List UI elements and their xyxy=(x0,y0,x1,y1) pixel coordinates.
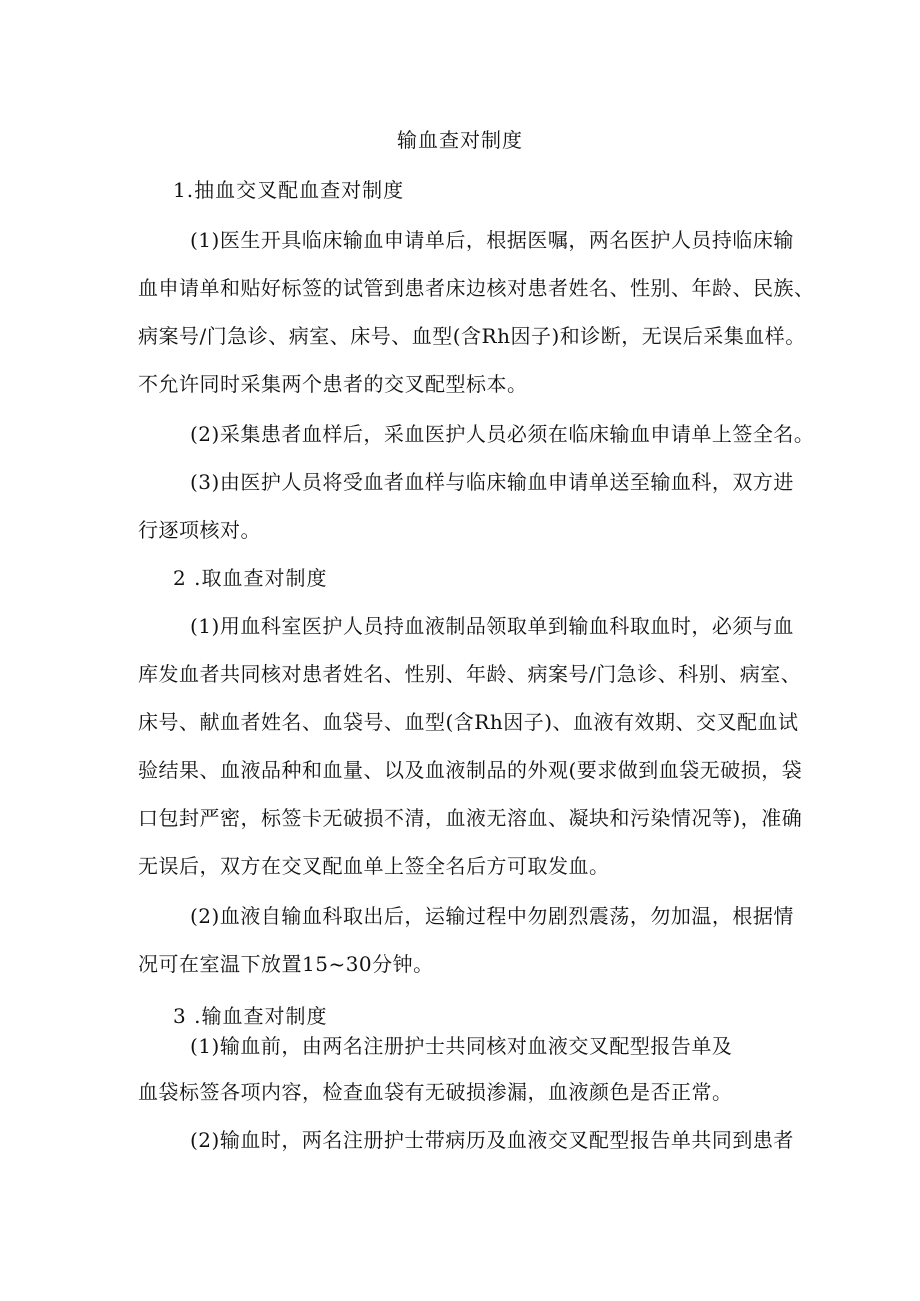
section-heading-2: 2 .取血查对制度 xyxy=(173,566,328,590)
paragraph-line: 床号、献血者姓名、血袋号、血型(含Rh因子)、血液有效期、交叉配血试 xyxy=(138,710,799,734)
paragraph-line: (2)血液自输血科取出后，运输过程中勿剧烈震荡，勿加温，根据情 xyxy=(190,904,794,928)
paragraph-line: 无误后，双方在交叉配血单上签全名后方可取发血。 xyxy=(138,854,610,878)
paragraph-line: 病案号/门急诊、病室、床号、血型(含Rh因子)和诊断，无误后采集血样。 xyxy=(138,324,806,348)
paragraph-line: (1)输血前，由两名注册护士共同核对血液交叉配型报告单及 xyxy=(190,1034,733,1058)
section-heading-3: 3 .输血查对制度 xyxy=(173,1004,328,1028)
paragraph-line: 血申请单和贴好标签的试管到患者床边核对患者姓名、性别、年龄、民族、 xyxy=(138,276,815,300)
paragraph-line: 血袋标签各项内容，检查血袋有无破损渗漏，血液颜色是否正常。 xyxy=(138,1080,733,1104)
paragraph-line: (1)用血科室医护人员持血液制品领取单到输血科取血时，必须与血 xyxy=(190,614,794,638)
paragraph-line: 不允许同时采集两个患者的交叉配型标本。 xyxy=(138,372,528,396)
section-heading-1: 1.抽血交叉配血查对制度 xyxy=(173,178,405,202)
paragraph-line: 验结果、血液品种和血量、以及血液制品的外观(要求做到血袋无破损，袋 xyxy=(138,758,803,782)
paragraph-line: (2)输血时，两名注册护士带病历及血液交叉配型报告单共同到患者 xyxy=(190,1128,794,1152)
paragraph-line: (1)医生开具临床输血申请单后，根据医嘱，两名医护人员持临床输 xyxy=(190,228,794,252)
paragraph-line: (2)采集患者血样后，采血医护人员必须在临床输血申请单上签全名。 xyxy=(190,422,815,446)
paragraph-line: 行逐项核对。 xyxy=(138,518,261,542)
paragraph-line: 况可在室温下放置15~30分钟。 xyxy=(138,952,434,976)
paragraph-line: (3)由医护人员将受血者血样与临床输血申请单送至输血科，双方进 xyxy=(190,470,794,494)
document-title: 输血查对制度 xyxy=(397,128,523,152)
paragraph-line: 库发血者共同核对患者姓名、性别、年龄、病案号/门急诊、科别、病室、 xyxy=(138,662,802,686)
paragraph-line: 口包封严密，标签卡无破损不清，血液无溶血、凝块和污染情况等)，准确 xyxy=(138,806,803,830)
